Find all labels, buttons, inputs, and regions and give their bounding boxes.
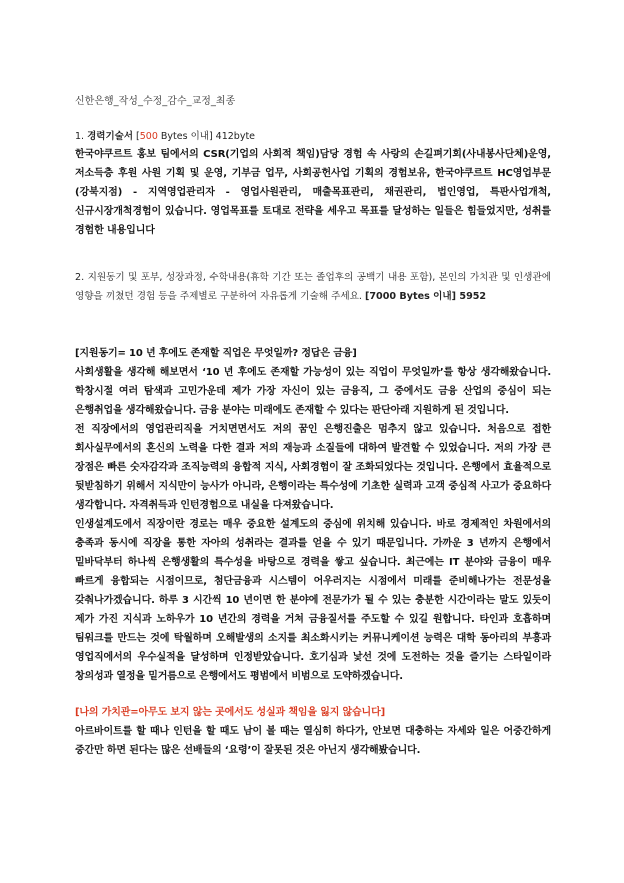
section-1-paragraph: 사회생활을 생각해 해보면서 ‘10 년 후에도 존재할 가능성이 있는 직업이 무엇일까’를 항상 생각해왔습니다. 학창시절 여러 탐색과 고민가운데 제가 가장 자신이 있는 금융직, 그 중에서도 금융 산업의 중심이 되는 은행취업을 생각해왔습니다. 금융 분야는 미래에도 존재할 수 있다는 판단아래 지원하게 된 것입니다. [75,367,551,416]
section-1-paragraph: 인생설계도에서 직장이란 경로는 매우 중요한 설계도의 중심에 위치해 있습니다. 바로 경제적인 차원에서의 충족과 동시에 직장을 통한 자아의 성취라는 결과를 얻을 수 있기 때문입니다. 가까운 3 년까지 은행에서 밑바닥부터 하나씩 은행생활의 특수성을 바탕으로 경력을 쌓고 싶습니다. 최근에는 IT 분야와 금융이 매우 빠르게 융합되는 시점이므로, 첨단금융과 시스템이 어우러지는 시점에서 미래를 준비해나가는 전문성을 갖춰나가겠습니다. 하루 3 시간씩 10 년이면 한 분야에 전문가가 될 수 있는 충분한 시간이라는 말도 있듯이 제가 가진 지식과 노하우가 10 년간의 경력을 거쳐 금융질서를 주도할 수 있길 원합니다. 타인과 호흡하며 팀워크를 만드는 것에 탁월하며 오해발생의 소지를 최소화시키는 커뮤니케이션 능력은 대학 동아리의 부흥과 영업직에서의 우수실적을 달성하며 인정받았습니다. 호기심과 낯선 것에 도전하는 것을 즐기는 스타일이라 창의성과 열정을 밑거름으로 은행에서도 평범에서 비범으로 도약하겠습니다. [75,519,551,682]
question-1-header [75,128,255,142]
question-2-answer [75,344,551,760]
section-2-title: [나의 가치관=아무도 보지 않는 곳에서도 성실과 책임을 잃지 않습니다] [75,707,386,718]
question-1-label: 경력기술서 [87,131,133,142]
question-1-number: 1. [75,131,85,142]
question-2-text: 2. 지원동기 및 포부, 성장과정, 수학내용(휴학 기간 또는 졸업후의 공백기 내용 포함), 본인의 가치관 및 인생관에 영향을 끼쳤던 경험 등을 주제별로 구분하여 자유롭게 기술해 주세요. [75,272,551,302]
section-2-paragraph: 아르바이트를 할 때나 인턴을 할 때도 남이 볼 때는 열심히 하다가, 안보면 대충하는 자세와 일은 어중간하게 중간만 하면 된다는 많은 선배들의 ‘요령’이 잘못된 것은 아닌지 생각해봤습니다. [75,726,551,756]
document-title: 신한은행_작성_수정_감수_교정_최종 [75,96,236,107]
question-1-limit-open: [ [136,131,140,142]
question-1-limit-rest: Bytes 이내] 412byte [157,131,256,142]
question-2-prompt [75,268,551,306]
section-1-paragraph: 전 직장에서의 영업관리직을 거치면면서도 저의 꿈인 은행진출은 멈추지 않고 있습니다. 처음으로 접한 회사실무에서의 혼신의 노력을 다한 결과 저의 재능과 소질들에 대하여 발견할 수 있었습니다. 저의 가장 큰 장점은 빠른 숫자감각과 조직능력의 융합적 지식, 사회경험이 잘 조화되었다는 것입니다. 은행에서 효율적으로 뒷받침하기 위해서 지식만이 능사가 아니라, 은행이라는 특수성에 기초한 실력과 고객 중심적 사고가 중요하다 생각합니다. 자격취득과 인턴경험으로 내실을 다져왔습니다. [75,424,551,511]
question-2-limit: [7000 Bytes 이내] 5952 [365,291,487,302]
section-gap [75,686,551,703]
question-1-answer: 한국야쿠르트 홍보 팀에서의 CSR(기업의 사회적 책임)담당 경험 속 사랑의 손길펴기회(사내봉사단체)운영, 저소득층 후원 사원 기획 및 운영, 기부금 업무, 사회공헌사업 기획의 경험보유, 한국야쿠르트 HC영업부문(강북지점) - 지역영업관리자 - 영업사원관리, 매출목표관리, 채권관리, 법인영업, 특판사업개척, 신규시장개척경험이 있습니다. 영업목표를 토대로 전략을 세우고 목표를 달성하는 일들은 힘들었지만, 성취를 경험한 내용입니다 [75,149,551,236]
question-1-limit-value: 500 [139,131,158,142]
section-1-title: [지원동기= 10 년 후에도 존재할 직업은 무엇일까? 정답은 금융] [75,348,357,359]
